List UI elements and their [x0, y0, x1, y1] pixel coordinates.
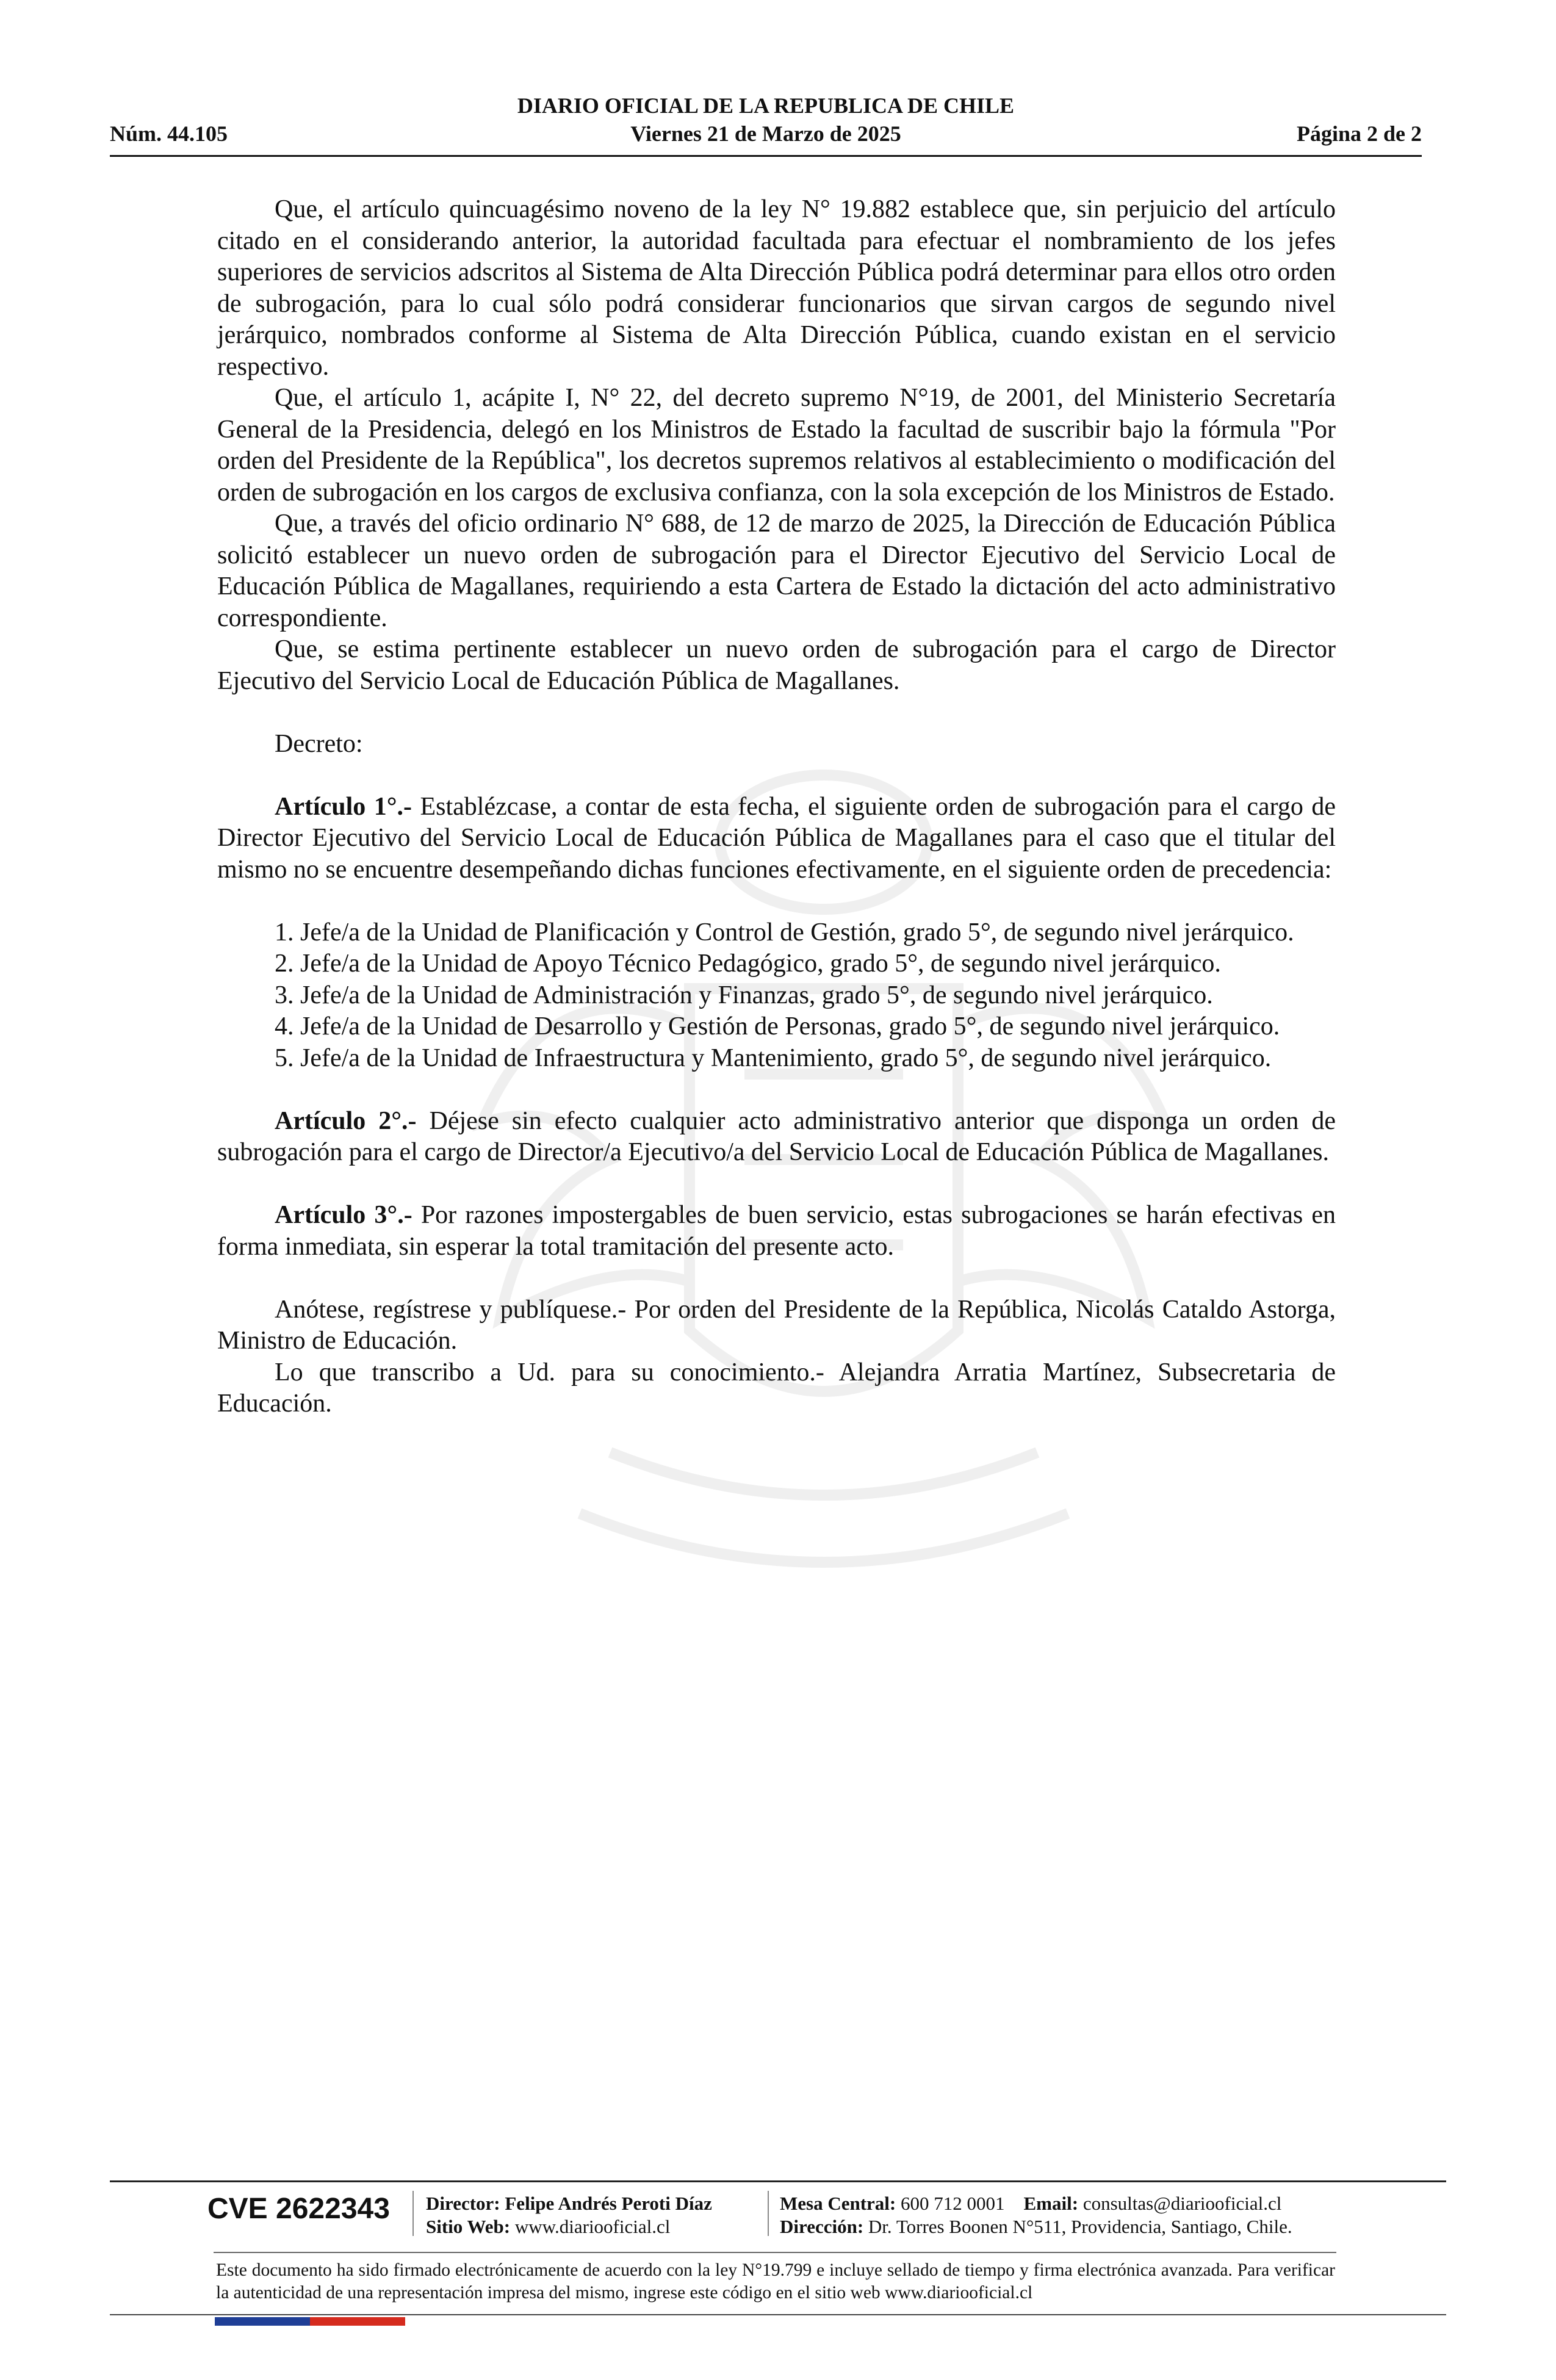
considerando-paragraph: Que, el artículo quincuagésimo noveno de la ley N° 19.882 establece que, sin perjuicio del artículo citado en el considerando anterior, la autoridad facultada para efectuar el nombramiento de los jefes superiores de servicios adscritos al Sistema de Alta Dirección Pública podrá determinar para ellos otro orden de subrogación, para lo cual sólo podrá considerar funcionarios que sirvan cargos de segundo nivel jerárquico, nombrados conforme al Sistema de Alta Dirección Pública, cuando existan en el servicio respectivo.: [217, 195, 1336, 381]
issue-date: Viernes 21 de Marzo de 2025: [630, 121, 901, 146]
header-divider: [110, 155, 1422, 157]
article-2-text: Déjese sin efecto cualquier acto administrativo anterior que disponga un orden de subrogación para el cargo de Director/a Ejecutivo/a del Servicio Local de Educación Pública de Magallanes.: [217, 1106, 1336, 1166]
article-2-label: Artículo 2°.-: [275, 1106, 417, 1135]
cve-code: CVE 2622343: [207, 2193, 390, 2225]
considerando-paragraph: Que, el artículo 1, acápite I, N° 22, del decreto supremo N°19, de 2001, del Ministerio Secretaría General de la Presidencia, delegó en los Ministros de Estado la facultad de suscribir bajo la fórmula "Por orden del Presidente de la República", los decretos supremos relativos al establecimiento o modificación del orden de subrogación en los cargos de exclusiva confianza, con la sola excepción de los Ministros de Estado.: [217, 384, 1336, 507]
list-item: 5. Jefe/a de la Unidad de Infraestructura y Mantenimiento, grado 5°, de segundo nivel jerárquico.: [275, 1044, 1272, 1072]
director-name: Felipe Andrés Peroti Díaz: [500, 2193, 712, 2214]
footer-director-block: [426, 2192, 712, 2238]
list-item: 4. Jefe/a de la Unidad de Desarrollo y Gestión de Personas, grado 5°, de segundo nivel jerárquico.: [275, 1012, 1280, 1040]
director-label: Director:: [426, 2193, 500, 2214]
flag-blue-stripe: [215, 2317, 310, 2326]
footer-contact-block: [780, 2192, 1292, 2238]
issue-number: Núm. 44.105: [110, 121, 228, 146]
article-1-label: Artículo 1°.-: [275, 792, 412, 821]
footer-divider-mid: [214, 2252, 1336, 2253]
closing-paragraph: Lo que transcribo a Ud. para su conocimiento.- Alejandra Arratia Martínez, Subsecretaria de Educación.: [217, 1358, 1336, 1418]
article-1-text: Establézcase, a contar de esta fecha, el siguiente orden de subrogación para el cargo de Director Ejecutivo del Servicio Local de Educación Pública de Magallanes para el caso que el titular del mismo no se encuentre desempeñando dichas funciones efectivamente, en el siguiente orden de precedencia:: [217, 792, 1336, 884]
email-link[interactable]: consultas@diariooficial.cl: [1078, 2193, 1282, 2214]
footer-separator: [412, 2191, 414, 2236]
considerando-paragraph: Que, se estima pertinente establecer un nuevo orden de subrogación para el cargo de Director Ejecutivo del Servicio Local de Educación Pública de Magallanes.: [217, 635, 1336, 695]
article-3-text: Por razones impostergables de buen servicio, estas subrogaciones se harán efectivas en forma inmediata, sin esperar la total tramitación del presente acto.: [217, 1201, 1336, 1261]
newspaper-title: DIARIO OFICIAL DE LA REPUBLICA DE CHILE: [517, 93, 1015, 118]
footer-separator: [768, 2191, 769, 2236]
article-3: [217, 1200, 1336, 1263]
article-1: [217, 792, 1336, 886]
electronic-signature-note: Este documento ha sido firmado electrónicamente de acuerdo con la ley N°19.799 e incluye sellado de tiempo y firma electrónica avanzada. Para verificar la autenticidad de una representación impresa del mismo, ingrese este código en el sitio web www.diariooficial.cl: [216, 2260, 1335, 2302]
list-item: 2. Jefe/a de la Unidad de Apoyo Técnico Pedagógico, grado 5°, de segundo nivel jerárquico.: [275, 950, 1221, 978]
website-label: Sitio Web:: [426, 2216, 511, 2237]
footer-divider-top: [110, 2180, 1446, 2182]
page-header: [110, 93, 1422, 160]
email-label: Email:: [1023, 2193, 1079, 2214]
considerando-paragraph: Que, a través del oficio ordinario N° 688, de 12 de marzo de 2025, la Dirección de Educación Pública solicitó establecer un nuevo orden de subrogación para el Director Ejecutivo del Servicio Local de Educación Pública de Magallanes, requiriendo a esta Cartera de Estado la dictación del acto administrativo correspondiente.: [217, 510, 1336, 632]
page-indicator: Página 2 de 2: [1296, 121, 1422, 146]
direccion-value: Dr. Torres Boonen N°511, Providencia, Santiago, Chile.: [863, 2216, 1292, 2237]
website-link[interactable]: www.diariooficial.cl: [510, 2216, 671, 2237]
footer-divider-bottom: [110, 2314, 1446, 2315]
mesa-central-label: Mesa Central:: [780, 2193, 896, 2214]
decreto-heading: Decreto:: [275, 729, 363, 758]
article-2: [217, 1106, 1336, 1169]
direccion-label: Dirección:: [780, 2216, 864, 2237]
list-item: 3. Jefe/a de la Unidad de Administración y Finanzas, grado 5°, de segundo nivel jerárquico.: [275, 981, 1213, 1009]
closing-paragraph: Anótese, regístrese y publíquese.- Por orden del Presidente de la República, Nicolás Cataldo Astorga, Ministro de Educación.: [217, 1295, 1336, 1355]
article-3-label: Artículo 3°.-: [275, 1201, 412, 1229]
flag-red-stripe: [310, 2317, 405, 2326]
mesa-central-value: 600 712 0001: [896, 2193, 1005, 2214]
document-body: [217, 194, 1336, 1420]
list-item: 1. Jefe/a de la Unidad de Planificación y Control de Gestión, grado 5°, de segundo nivel jerárquico.: [275, 918, 1294, 947]
